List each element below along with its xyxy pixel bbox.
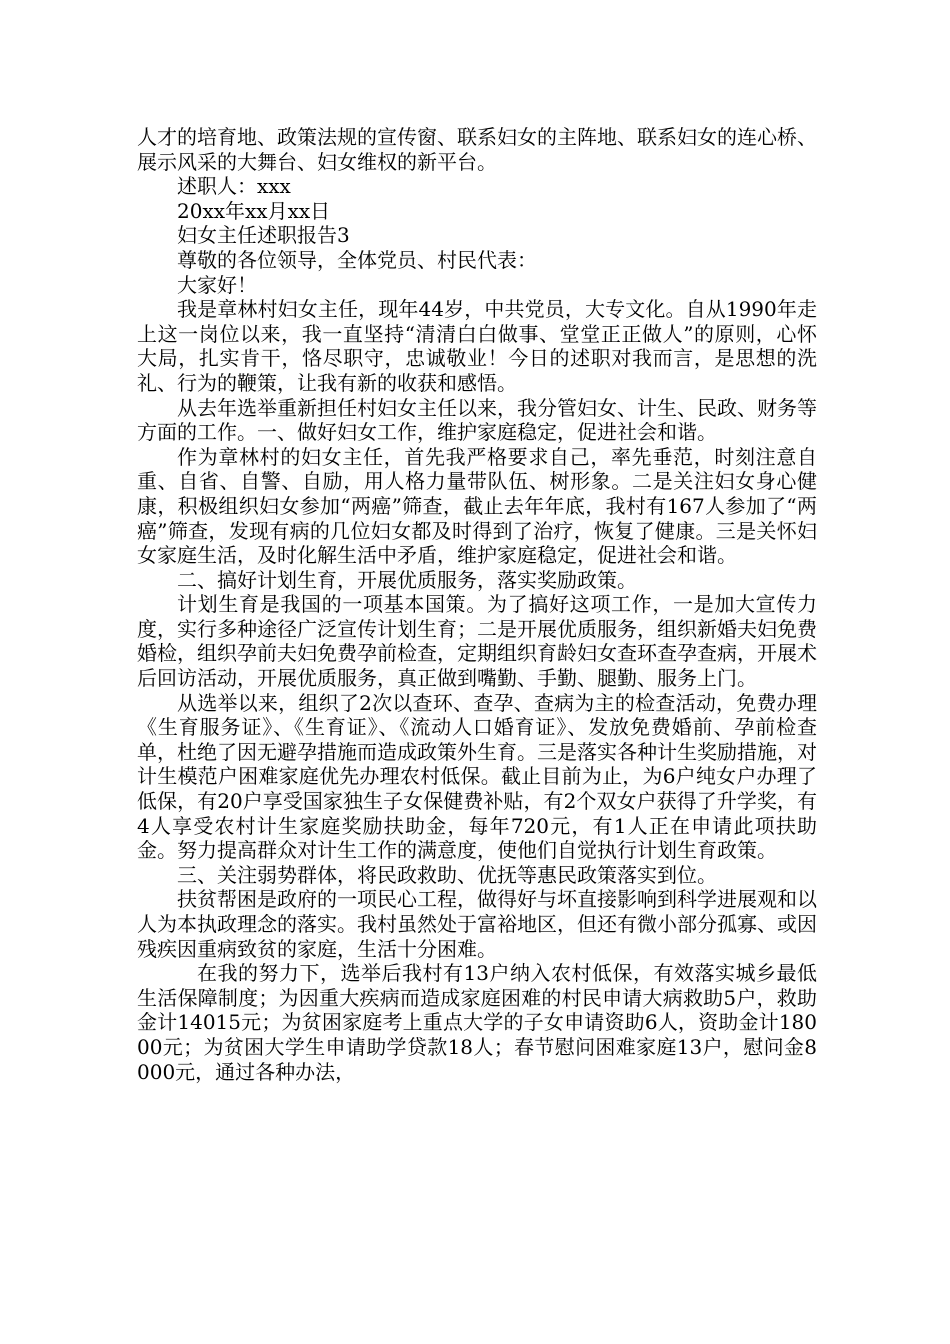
report-title: 妇女主任述职报告3 (177, 223, 350, 248)
paragraph-family-planning: 计划生育是我国的一项基本国策。为了搞好这项工作，一是加大宣传力度，实行多种途径广泛宣传计划生育；二是开展优质服务，组织新婚夫妇免费婚检，组织孕前夫妇免费孕前检查，定期组织育龄妇女查环查孕查病，开展术后回访活动，开展优质服务，真正做到嘴勤、手勤、腿勤、服务上门。 (137, 592, 817, 691)
date-line: 20xx年xx月xx日 (177, 198, 331, 223)
section-heading-vulnerable-groups: 三、关注弱势群体，将民政救助、优抚等惠民政策落实到位。 (177, 862, 717, 887)
salutation: 尊敬的各位领导，全体党员、村民代表： (177, 247, 537, 272)
section-heading-family-planning: 二、搞好计划生育，开展优质服务，落实奖励政策。 (177, 567, 637, 592)
greeting: 大家好！ (177, 272, 257, 297)
paragraph-assistance-results: 在我的努力下，选举后我村有13户纳入农村低保，有效落实城乡最低生活保障制度；为因重大疾病而造成家庭困难的村民申请大病救助5户，救助金计14015元；为贫困家庭考上重点大学的子女申请资助6人，资助金计18000元；为贫困大学生申请助学贷款18人；春节慰问困难家庭13户，慰问金8000元，通过各种办法， (137, 961, 817, 1084)
paragraph-continuation: 人才的培育地、政策法规的宣传窗、联系妇女的主阵地、联系妇女的连心桥、展示风采的大舞台、妇女维权的新平台。 (137, 125, 817, 174)
paragraph-work-scope: 从去年选举重新担任村妇女主任以来，我分管妇女、计生、民政、财务等方面的工作。一、做好妇女工作，维护家庭稳定，促进社会和谐。 (137, 395, 817, 445)
paragraph-women-work: 作为章林村的妇女主任，首先我严格要求自己，率先垂范，时刻注意自重、自省、自警、自励，用人格力量带队伍、树形象。二是关注妇女身心健康，积极组织妇女参加“两癌”筛查，截止去年年底，我村有167人参加了“两癌”筛查，发现有病的几位妇女都及时得到了治疗，恢复了健康。三是关怀妇女家庭生活，及时化解生活中矛盾，维护家庭稳定，促进社会和谐。 (137, 444, 817, 568)
reporter-line: 述职人：xxx (177, 174, 291, 199)
paragraph-poverty-relief: 扶贫帮困是政府的一项民心工程，做得好与坏直接影响到科学进展观和以人为本执政理念的落实。我村虽然处于富裕地区，但还有微小部分孤寡、或因残疾因重病致贫的家庭，生活十分困难。 (137, 887, 817, 961)
paragraph-inspections: 从选举以来，组织了2次以查环、查孕、查病为主的检查活动，免费办理《生育服务证》、《生育证》、《流动人口婚育证》、发放免费婚前、孕前检查单，杜绝了因无避孕措施而造成政策外生育。三是落实各种计生奖励措施，对计生模范户困难家庭优先办理农村低保。截止目前为止，为6户纯女户办理了低保，有20户享受国家独生子女保健费补贴，有2个双女户获得了升学奖，有4人享受农村计生家庭奖励扶助金，每年720元，有1人正在申请此项扶助金。努力提高群众对计生工作的满意度，使他们自觉执行计划生育政策。 (137, 690, 817, 863)
paragraph-introduction: 我是章林村妇女主任，现年44岁，中共党员，大专文化。自从1990年走上这一岗位以来，我一直坚持“清清白白做事、堂堂正正做人”的原则，心怀大局，扎实肯干，恪尽职守，忠诚敬业！今日的述职对我而言，是思想的洗礼、行为的鞭策，让我有新的收获和感悟。 (137, 297, 817, 395)
document-body (137, 125, 817, 1084)
